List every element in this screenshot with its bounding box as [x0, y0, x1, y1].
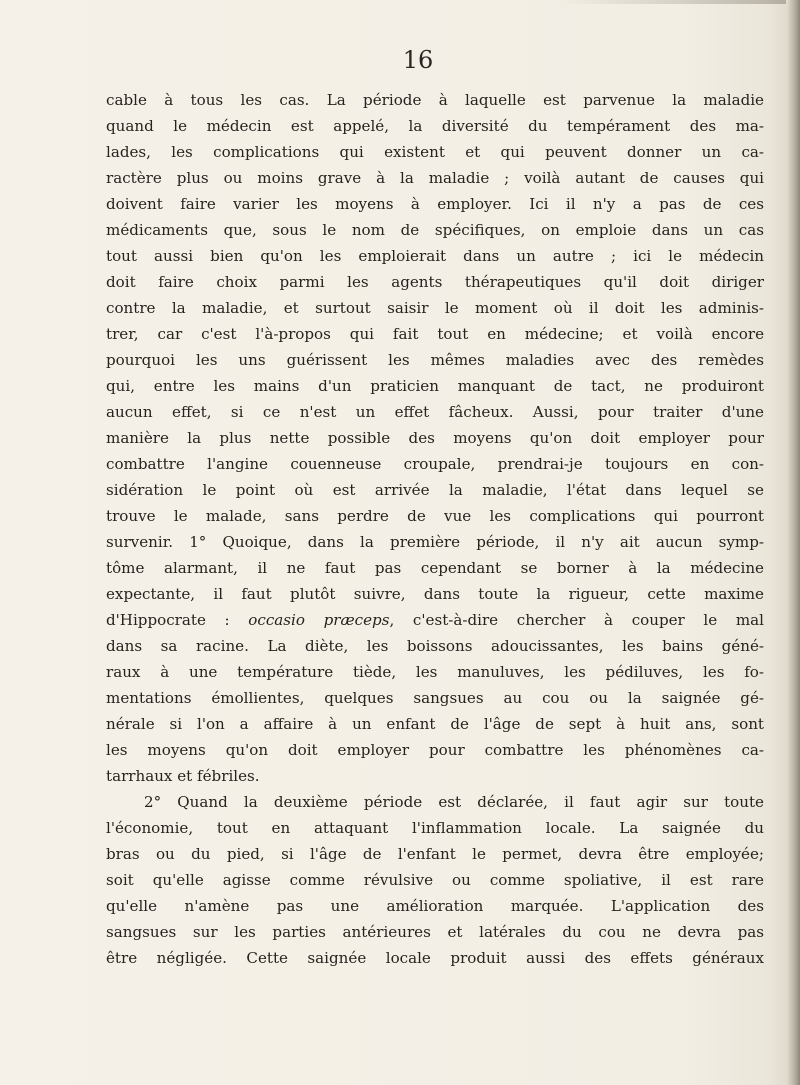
text-line: nérale si l'on a affaire à un enfant de l'âge de sept à huit ans, sont [106, 715, 764, 733]
text-line: cable à tous les cas. La période à laquelle est parvenue la maladie [106, 91, 764, 109]
page-shadow [560, 0, 800, 4]
text-line: qu'elle n'amène pas une amélioration marquée. L'application des [106, 897, 764, 915]
text-line: qui, entre les mains d'un praticien manquant de tact, ne produiront [106, 377, 764, 395]
text-line: bras ou du pied, si l'âge de l'enfant le permet, devra être employée; [106, 845, 764, 863]
page-edge [786, 0, 800, 1085]
text-line: ractère plus ou moins grave à la maladie ; voilà autant de causes qui [106, 169, 764, 187]
text-line: soit qu'elle agisse comme révulsive ou comme spoliative, il est rare [106, 871, 764, 889]
page-number: 16 [402, 46, 434, 74]
text-line: combattre l'angine couenneuse croupale, prendrai-je toujours en con- [106, 455, 764, 473]
text-line: les moyens qu'on doit employer pour combattre les phénomènes ca- [106, 741, 764, 759]
text-line: d'Hippocrate : occasio præceps, c'est-à-dire chercher à couper le mal [106, 611, 764, 629]
text-line: dans sa racine. La diète, les boissons adoucissantes, les bains géné- [106, 637, 764, 655]
text-line: raux à une température tiède, les manuluves, les pédiluves, les fo- [106, 663, 764, 681]
text-line: trouve le malade, sans perdre de vue les complications qui pourront [106, 507, 764, 525]
text-line: doivent faire varier les moyens à employer. Ici il n'y a pas de ces [106, 195, 764, 213]
text-line: être négligée. Cette saignée locale produit aussi des effets généraux [106, 949, 764, 967]
text-line: médicaments que, sous le nom de spécifiques, on emploie dans un cas [106, 221, 764, 239]
text-line: tôme alarmant, il ne faut pas cependant se borner à la médecine [106, 559, 764, 577]
body-text [106, 87, 764, 971]
text-line: lades, les complications qui existent et qui peuvent donner un ca- [106, 143, 764, 161]
text-line: tarrhaux et fébriles. [106, 767, 260, 785]
text-line: expectante, il faut plutôt suivre, dans toute la rigueur, cette maxime [106, 585, 764, 603]
text-line: 2° Quand la deuxième période est déclarée, il faut agir sur toute [144, 793, 764, 811]
text-line: sangsues sur les parties antérieures et latérales du cou ne devra pas [106, 923, 764, 941]
text-line: l'économie, tout en attaquant l'inflammation locale. La saignée du [106, 819, 764, 837]
text-line: tout aussi bien qu'on les emploierait dans un autre ; ici le médecin [106, 247, 764, 265]
text-line: survenir. 1° Quoique, dans la première période, il n'y ait aucun symp- [106, 533, 764, 551]
text-line: manière la plus nette possible des moyens qu'on doit employer pour [106, 429, 764, 447]
text-line: contre la maladie, et surtout saisir le moment où il doit les adminis- [106, 299, 764, 317]
text-line: aucun effet, si ce n'est un effet fâcheux. Aussi, pour traiter d'une [106, 403, 764, 421]
text-line: doit faire choix parmi les agents thérapeutiques qu'il doit diriger [106, 273, 764, 291]
text-line: mentations émollientes, quelques sangsues au cou ou la saignée gé- [106, 689, 764, 707]
text-line: sidération le point où est arrivée la maladie, l'état dans lequel se [106, 481, 764, 499]
text-line: pourquoi les uns guérissent les mêmes maladies avec des remèdes [106, 351, 764, 369]
text-line: trer, car c'est l'à-propos qui fait tout en médecine; et voilà encore [106, 325, 764, 343]
text-line: quand le médecin est appelé, la diversité du tempérament des ma- [106, 117, 764, 135]
